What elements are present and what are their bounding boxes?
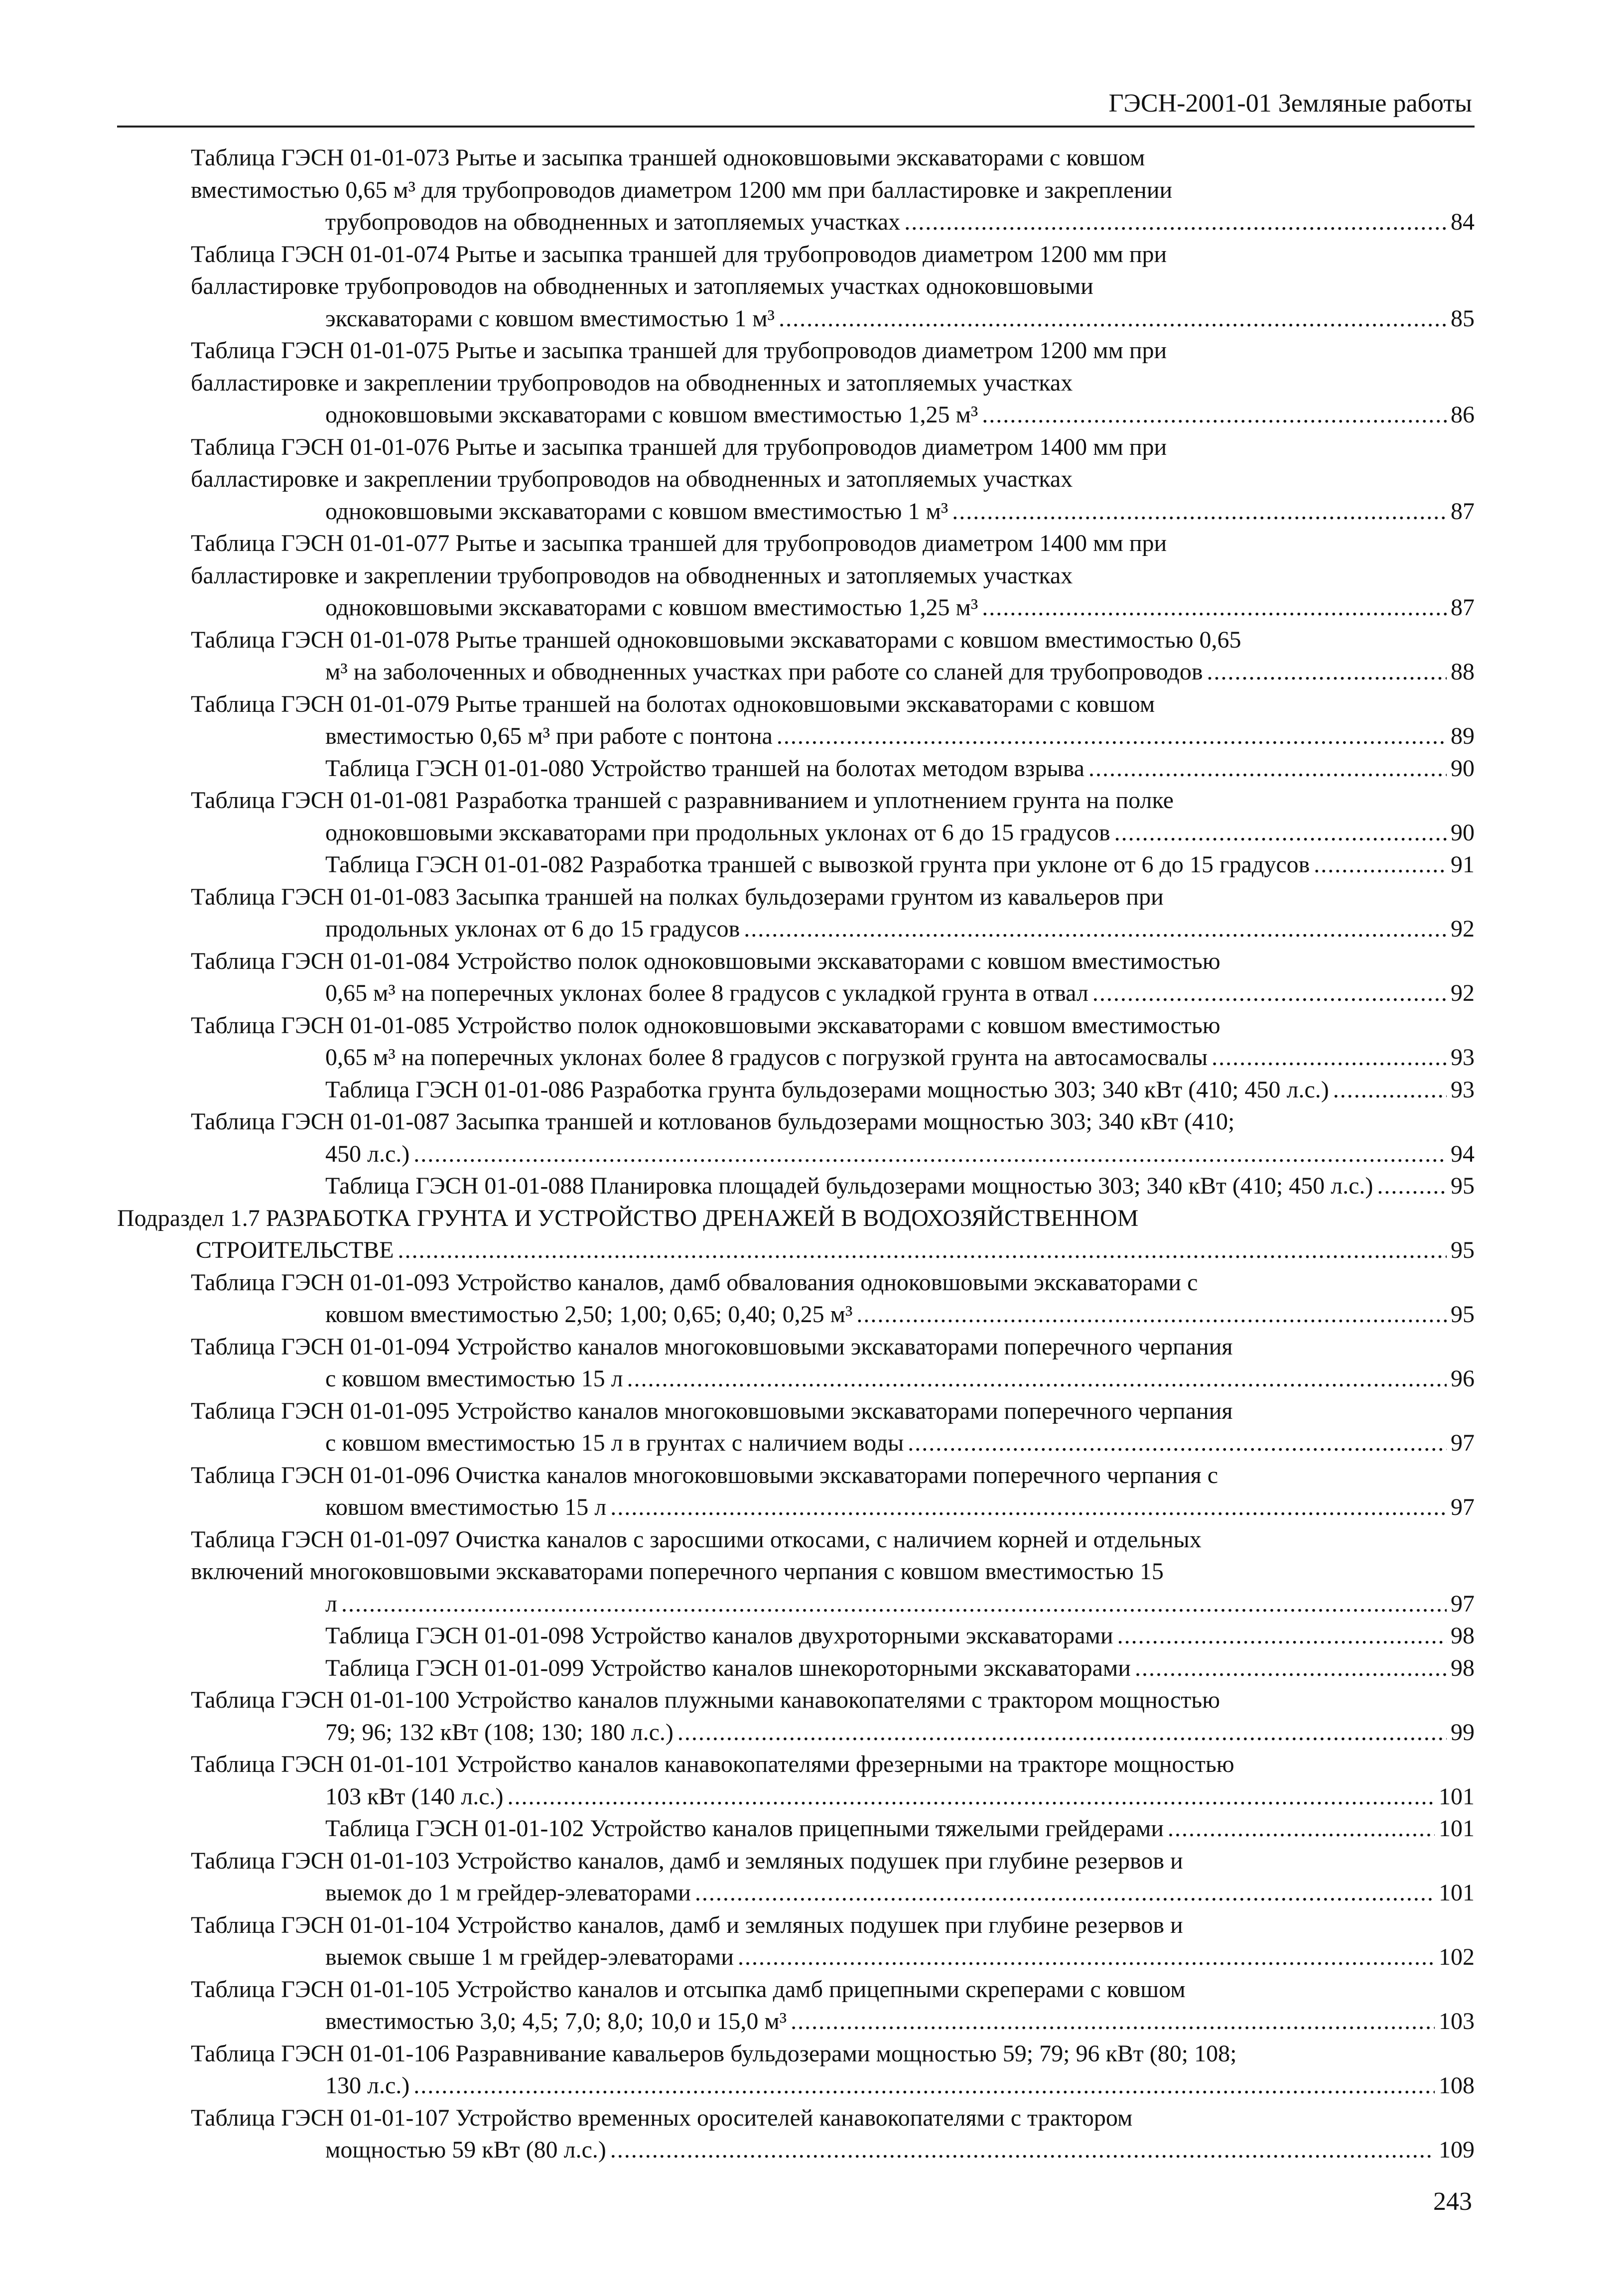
- dot-leader: [952, 496, 1447, 528]
- toc-entry-last-line: [325, 913, 1475, 945]
- toc-entry-line: Таблица ГЭСН 01-01-094 Устройство каналов многоковшовыми экскаваторами поперечного черпания: [191, 1333, 1233, 1360]
- toc-entry-line: Таблица ГЭСН 01-01-104 Устройство каналов, дамб и земляных подушек при глубине резервов и: [191, 1911, 1183, 1938]
- toc-entry-last-line: [325, 1170, 1475, 1203]
- toc-entry-line: одноковшовыми экскаваторами при продольных уклонах от 6 до 15 градусов: [325, 819, 1110, 846]
- toc-entry-line: одноковшовыми экскаваторами с ковшом вместимостью 1,25 м³: [325, 402, 978, 428]
- toc-entry-last-line: [325, 399, 1475, 431]
- toc-section-entry[interactable]: [117, 1203, 1475, 1267]
- dot-leader: [856, 1299, 1447, 1331]
- toc-entry-line: л: [325, 1590, 337, 1617]
- toc-entry-line: балластировке трубопроводов на обводненных и затопляемых участках одноковшовыми: [191, 273, 1093, 299]
- toc-entry-last-line: [325, 496, 1475, 528]
- toc-entry-last-line: [325, 206, 1475, 239]
- toc-page-number[interactable]: 95: [1451, 1301, 1475, 1328]
- toc-table-entry[interactable]: [117, 142, 1475, 239]
- toc-entry-last-line: [325, 2070, 1475, 2102]
- toc-entry-line: одноковшовыми экскаваторами с ковшом вместимостью 1,25 м³: [325, 594, 978, 621]
- toc-entry-line: Таблица ГЭСН 01-01-082 Разработка траншей с вывозкой грунта при уклоне от 6 до 15 градусов: [325, 851, 1310, 878]
- toc-entry-last-line: [325, 1138, 1475, 1171]
- dot-leader: [610, 1491, 1447, 1524]
- dot-leader: [1092, 977, 1447, 1010]
- toc-page-number[interactable]: 95: [1451, 1173, 1475, 1199]
- dot-leader: [744, 913, 1447, 945]
- toc-page-number[interactable]: 89: [1451, 723, 1475, 749]
- toc-page-number[interactable]: 92: [1451, 916, 1475, 942]
- toc-table-entry[interactable]: [117, 1331, 1475, 1395]
- toc-entry-last-line: [325, 1620, 1475, 1652]
- toc-entry-line: выемок свыше 1 м грейдер-элеваторами: [325, 1944, 734, 1970]
- toc-table-entry[interactable]: [117, 1909, 1475, 1974]
- table-of-contents: [117, 142, 1475, 2166]
- dot-leader: [1377, 1170, 1447, 1203]
- toc-page-number[interactable]: 94: [1451, 1140, 1475, 1167]
- dot-leader: [413, 2070, 1435, 2102]
- toc-entry-line: ковшом вместимостью 2,50; 1,00; 0,65; 0,40; 0,25 м³: [325, 1301, 853, 1328]
- toc-entry-line: трубопроводов на обводненных и затопляемых участках: [325, 209, 901, 235]
- dot-leader: [627, 1363, 1447, 1395]
- toc-entry-line: Таблица ГЭСН 01-01-096 Очистка каналов многоковшовыми экскаваторами поперечного черпания с: [191, 1462, 1218, 1488]
- toc-entry-line: м³ на заболоченных и обводненных участках при работе со сланей для трубопроводов: [325, 659, 1203, 685]
- toc-entry-line: Подраздел 1.7 РАЗРАБОТКА ГРУНТА И УСТРОЙСТВО ДРЕНАЖЕЙ В ВОДОХОЗЯЙСТВЕННОМ: [117, 1205, 1139, 1231]
- toc-entry-line: Таблица ГЭСН 01-01-106 Разравнивание кавальеров бульдозерами мощностью 59; 79; 96 кВт (80; 108;: [191, 2040, 1237, 2067]
- toc-entry-line: 79; 96; 132 кВт (108; 130; 180 л.с.): [325, 1719, 674, 1746]
- toc-entry-last-line: [325, 1717, 1475, 1749]
- toc-entry-line: Таблица ГЭСН 01-01-102 Устройство каналов прицепными тяжелыми грейдерами: [325, 1815, 1164, 1842]
- toc-entry-line: вместимостью 3,0; 4,5; 7,0; 8,0; 10,0 и 15,0 м³: [325, 2008, 787, 2034]
- toc-page-number[interactable]: 96: [1451, 1365, 1475, 1392]
- toc-table-entry[interactable]: [117, 239, 1475, 335]
- toc-table-entry[interactable]: [117, 785, 1475, 849]
- toc-entry-line: Таблица ГЭСН 01-01-107 Устройство временных оросителей канавокопателями с трактором: [191, 2104, 1133, 2131]
- toc-entry-line: Таблица ГЭСН 01-01-103 Устройство каналов, дамб и земляных подушек при глубине резервов и: [191, 1847, 1183, 1874]
- toc-table-entry[interactable]: [117, 624, 1475, 688]
- toc-table-entry[interactable]: [117, 1267, 1475, 1331]
- toc-entry-line: балластировке и закреплении трубопроводов на обводненных и затопляемых участках: [191, 466, 1073, 492]
- toc-table-entry[interactable]: [117, 1170, 1475, 1203]
- toc-entry-last-line: [325, 592, 1475, 624]
- toc-table-entry[interactable]: [117, 688, 1475, 753]
- toc-page-number[interactable]: 93: [1451, 1044, 1475, 1071]
- toc-entry-last-line: [325, 817, 1475, 849]
- toc-entry-line: 103 кВт (140 л.с.): [325, 1783, 504, 1810]
- toc-entry-line: Таблица ГЭСН 01-01-099 Устройство каналов шнекороторными экскаваторами: [325, 1654, 1131, 1681]
- toc-entry-last-line: [325, 1813, 1475, 1845]
- toc-entry-line: одноковшовыми экскаваторами с ковшом вместимостью 1 м³: [325, 498, 948, 525]
- toc-table-entry[interactable]: [117, 1845, 1475, 1909]
- dot-leader: [1117, 1620, 1447, 1652]
- toc-entry-line: с ковшом вместимостью 15 л: [325, 1365, 623, 1392]
- dot-leader: [779, 303, 1447, 335]
- toc-entry-line: Таблица ГЭСН 01-01-098 Устройство каналов двухроторными экскаваторами: [325, 1622, 1113, 1649]
- toc-table-entry[interactable]: [117, 849, 1475, 881]
- dot-leader: [904, 206, 1447, 239]
- toc-entry-line: Таблица ГЭСН 01-01-085 Устройство полок одноковшовыми экскаваторами с ковшом вместимостью: [191, 1012, 1220, 1039]
- toc-page-number[interactable]: 97: [1451, 1590, 1475, 1617]
- toc-entry-last-line: [325, 1877, 1475, 1909]
- dot-leader: [982, 399, 1447, 431]
- toc-entry-line: вместимостью 0,65 м³ при работе с понтона: [325, 723, 773, 749]
- toc-entry-line: вместимостью 0,65 м³ для трубопроводов диаметром 1200 мм при балластировке и закреплении: [191, 176, 1173, 203]
- dot-leader: [398, 1234, 1447, 1267]
- toc-table-entry[interactable]: [117, 1620, 1475, 1652]
- toc-entry-line: включений многоковшовыми экскаваторами поперечного черпания с ковшом вместимостью 15: [191, 1558, 1164, 1585]
- toc-entry-line: Таблица ГЭСН 01-01-087 Засыпка траншей и котлованов бульдозерами мощностью 303; 340 кВт (410;: [191, 1108, 1235, 1135]
- toc-table-entry[interactable]: [117, 753, 1475, 785]
- toc-table-entry[interactable]: [117, 335, 1475, 431]
- dot-leader: [508, 1781, 1435, 1813]
- toc-page-number[interactable]: 101: [1439, 1815, 1475, 1842]
- dot-leader: [1114, 817, 1447, 849]
- toc-table-entry[interactable]: [117, 1652, 1475, 1685]
- toc-entry-line: ковшом вместимостью 15 л: [325, 1494, 607, 1520]
- toc-entry-last-line: [325, 303, 1475, 335]
- toc-entry-line: Таблица ГЭСН 01-01-078 Рытье траншей одноковшовыми экскаваторами с ковшом вместимостью 0,65: [191, 626, 1241, 653]
- dot-leader: [1168, 1813, 1435, 1845]
- toc-page-number[interactable]: 102: [1439, 1944, 1475, 1970]
- toc-page-number[interactable]: 86: [1451, 402, 1475, 428]
- toc-table-entry[interactable]: [117, 1749, 1475, 1813]
- toc-entry-last-line: [325, 1042, 1475, 1074]
- toc-table-entry[interactable]: [117, 1974, 1475, 2038]
- toc-page-number[interactable]: 84: [1451, 209, 1475, 235]
- toc-entry-line: экскаваторами с ковшом вместимостью 1 м³: [325, 305, 775, 332]
- toc-entry-line: Таблица ГЭСН 01-01-075 Рытье и засыпка траншей для трубопроводов диаметром 1200 мм при: [191, 337, 1167, 364]
- toc-entry-line: Таблица ГЭСН 01-01-084 Устройство полок одноковшовыми экскаваторами с ковшом вместимостью: [191, 947, 1220, 974]
- toc-table-entry[interactable]: [117, 1395, 1475, 1460]
- toc-page-number[interactable]: 108: [1439, 2072, 1475, 2099]
- toc-page-number[interactable]: 101: [1439, 1783, 1475, 1810]
- toc-table-entry[interactable]: [117, 1813, 1475, 1845]
- toc-page-number[interactable]: 97: [1451, 1494, 1475, 1520]
- toc-table-entry[interactable]: [117, 1460, 1475, 1524]
- toc-entry-last-line: [325, 753, 1475, 785]
- dot-leader: [1212, 1042, 1447, 1074]
- header-divider: [117, 126, 1475, 128]
- toc-page-number[interactable]: 88: [1451, 659, 1475, 685]
- toc-entry-last-line: [325, 1781, 1475, 1813]
- dot-leader: [695, 1877, 1435, 1909]
- toc-entry-last-line: [325, 1363, 1475, 1395]
- toc-page-number[interactable]: 87: [1451, 594, 1475, 621]
- toc-entry-line: Таблица ГЭСН 01-01-079 Рытье траншей на болотах одноковшовыми экскаваторами с ковшом: [191, 690, 1155, 717]
- toc-entry-line: Таблица ГЭСН 01-01-081 Разработка траншей с разравниванием и уплотнением грунта на полке: [191, 787, 1174, 813]
- toc-table-entry[interactable]: [117, 431, 1475, 528]
- toc-page-number[interactable]: 87: [1451, 498, 1475, 525]
- toc-entry-last-line: [325, 977, 1475, 1010]
- toc-entry-line: балластировке и закреплении трубопроводов на обводненных и затопляемых участках: [191, 562, 1073, 589]
- toc-page-number[interactable]: 95: [1451, 1237, 1475, 1263]
- toc-table-entry[interactable]: [117, 2102, 1475, 2166]
- toc-entry-line: Таблица ГЭСН 01-01-086 Разработка грунта бульдозерами мощностью 303; 340 кВт (410; 450 л.с.): [325, 1076, 1329, 1103]
- toc-page-number[interactable]: 99: [1451, 1719, 1475, 1746]
- toc-entry-last-line: [325, 1427, 1475, 1460]
- dot-leader: [677, 1717, 1447, 1749]
- toc-entry-line: Таблица ГЭСН 01-01-095 Устройство каналов многоковшовыми экскаваторами поперечного черпания: [191, 1397, 1233, 1424]
- dot-leader: [777, 720, 1447, 753]
- toc-entry-line: Таблица ГЭСН 01-01-073 Рытье и засыпка траншей одноковшовыми экскаваторами с ковшом: [191, 144, 1145, 171]
- dot-leader: [738, 1941, 1435, 1974]
- dot-leader: [1333, 1074, 1447, 1106]
- toc-page-number[interactable]: 98: [1451, 1654, 1475, 1681]
- toc-entry-last-line: [325, 849, 1475, 881]
- toc-entry-line: выемок до 1 м грейдер-элеваторами: [325, 1880, 691, 1906]
- toc-table-entry[interactable]: [117, 1074, 1475, 1106]
- toc-entry-line: 0,65 м³ на поперечных уклонах более 8 градусов с погрузкой грунта на автосамосвалы: [325, 1044, 1208, 1071]
- toc-page-number[interactable]: 92: [1451, 980, 1475, 1006]
- toc-entry-line: Таблица ГЭСН 01-01-093 Устройство каналов, дамб обвалования одноковшовыми экскаваторами с: [191, 1269, 1198, 1296]
- toc-entry-last-line: [325, 720, 1475, 753]
- toc-entry-last-line: [325, 656, 1475, 688]
- toc-entry-last-line: [325, 1299, 1475, 1331]
- toc-page-number[interactable]: 97: [1451, 1430, 1475, 1456]
- toc-table-entry[interactable]: [117, 528, 1475, 624]
- toc-page-number[interactable]: 90: [1451, 819, 1475, 846]
- page-number: 243: [1433, 2187, 1472, 2216]
- running-header-title: ГЭСН-2001-01 Земляные работы: [1108, 89, 1472, 118]
- toc-entry-line: СТРОИТЕЛЬСТВЕ: [196, 1237, 394, 1263]
- toc-entry-line: продольных уклонах от 6 до 15 градусов: [325, 916, 740, 942]
- toc-table-entry[interactable]: [117, 1524, 1475, 1620]
- dot-leader: [1314, 849, 1447, 881]
- toc-entry-line: Таблица ГЭСН 01-01-097 Очистка каналов с заросшими откосами, с наличием корней и отдельных: [191, 1526, 1202, 1553]
- dot-leader: [1088, 753, 1447, 785]
- dot-leader: [610, 2134, 1435, 2166]
- toc-page-number[interactable]: 101: [1439, 1880, 1475, 1906]
- dot-leader: [908, 1427, 1447, 1460]
- toc-entry-line: мощностью 59 кВт (80 л.с.): [325, 2137, 606, 2163]
- toc-table-entry[interactable]: [117, 1010, 1475, 1074]
- toc-page-number[interactable]: 90: [1451, 755, 1475, 782]
- toc-entry-last-line: [325, 2134, 1475, 2166]
- toc-page-number[interactable]: 91: [1451, 851, 1475, 878]
- toc-table-entry[interactable]: [117, 1106, 1475, 1170]
- toc-entry-line: с ковшом вместимостью 15 л в грунтах с наличием воды: [325, 1430, 904, 1456]
- toc-table-entry[interactable]: [117, 881, 1475, 945]
- toc-table-entry[interactable]: [117, 2038, 1475, 2102]
- toc-entry-line: Таблица ГЭСН 01-01-074 Рытье и засыпка траншей для трубопроводов диаметром 1200 мм при: [191, 241, 1167, 268]
- dot-leader: [1207, 656, 1447, 688]
- toc-entry-last-line: [325, 1941, 1475, 1974]
- toc-page-number[interactable]: 93: [1451, 1076, 1475, 1103]
- toc-entry-line: 450 л.с.): [325, 1140, 410, 1167]
- dot-leader: [982, 592, 1447, 624]
- toc-page-number[interactable]: 98: [1451, 1622, 1475, 1649]
- toc-entry-line: Таблица ГЭСН 01-01-080 Устройство траншей на болотах методом взрыва: [325, 755, 1084, 782]
- toc-entry-line: 130 л.с.): [325, 2072, 410, 2099]
- toc-entry-line: балластировке и закреплении трубопроводов на обводненных и затопляемых участках: [191, 369, 1073, 396]
- dot-leader: [341, 1588, 1447, 1620]
- toc-entry-line: Таблица ГЭСН 01-01-100 Устройство каналов плужными канавокопателями с трактором мощностью: [191, 1687, 1220, 1713]
- toc-entry-line: Таблица ГЭСН 01-01-083 Засыпка траншей на полках бульдозерами грунтом из кавальеров при: [191, 883, 1164, 910]
- toc-entry-last-line: [325, 1652, 1475, 1685]
- toc-entry-line: 0,65 м³ на поперечных уклонах более 8 градусов с укладкой грунта в отвал: [325, 980, 1088, 1006]
- toc-entry-last-line: [325, 1074, 1475, 1106]
- toc-entry-last-line: [325, 1491, 1475, 1524]
- toc-entry-line: Таблица ГЭСН 01-01-077 Рытье и засыпка траншей для трубопроводов диаметром 1400 мм при: [191, 530, 1167, 556]
- toc-entry-last-line: [196, 1234, 1475, 1267]
- toc-page-number[interactable]: 85: [1451, 305, 1475, 332]
- toc-page-number[interactable]: 103: [1439, 2008, 1475, 2034]
- toc-entry-line: Таблица ГЭСН 01-01-105 Устройство каналов и отсыпка дамб прицепными скреперами с ковшом: [191, 1976, 1186, 2003]
- toc-entry-line: Таблица ГЭСН 01-01-088 Планировка площадей бульдозерами мощностью 303; 340 кВт (410; 450 л.с.): [325, 1173, 1373, 1199]
- toc-table-entry[interactable]: [117, 945, 1475, 1010]
- toc-entry-line: Таблица ГЭСН 01-01-076 Рытье и засыпка траншей для трубопроводов диаметром 1400 мм при: [191, 433, 1167, 460]
- dot-leader: [1135, 1652, 1447, 1685]
- dot-leader: [791, 2006, 1435, 2038]
- toc-entry-last-line: [325, 2006, 1475, 2038]
- toc-table-entry[interactable]: [117, 1684, 1475, 1749]
- toc-entry-last-line: [325, 1588, 1475, 1620]
- toc-page-number[interactable]: 109: [1439, 2137, 1475, 2163]
- toc-entry-line: Таблица ГЭСН 01-01-101 Устройство каналов канавокопателями фрезерными на тракторе мощностью: [191, 1751, 1234, 1777]
- dot-leader: [413, 1138, 1447, 1171]
